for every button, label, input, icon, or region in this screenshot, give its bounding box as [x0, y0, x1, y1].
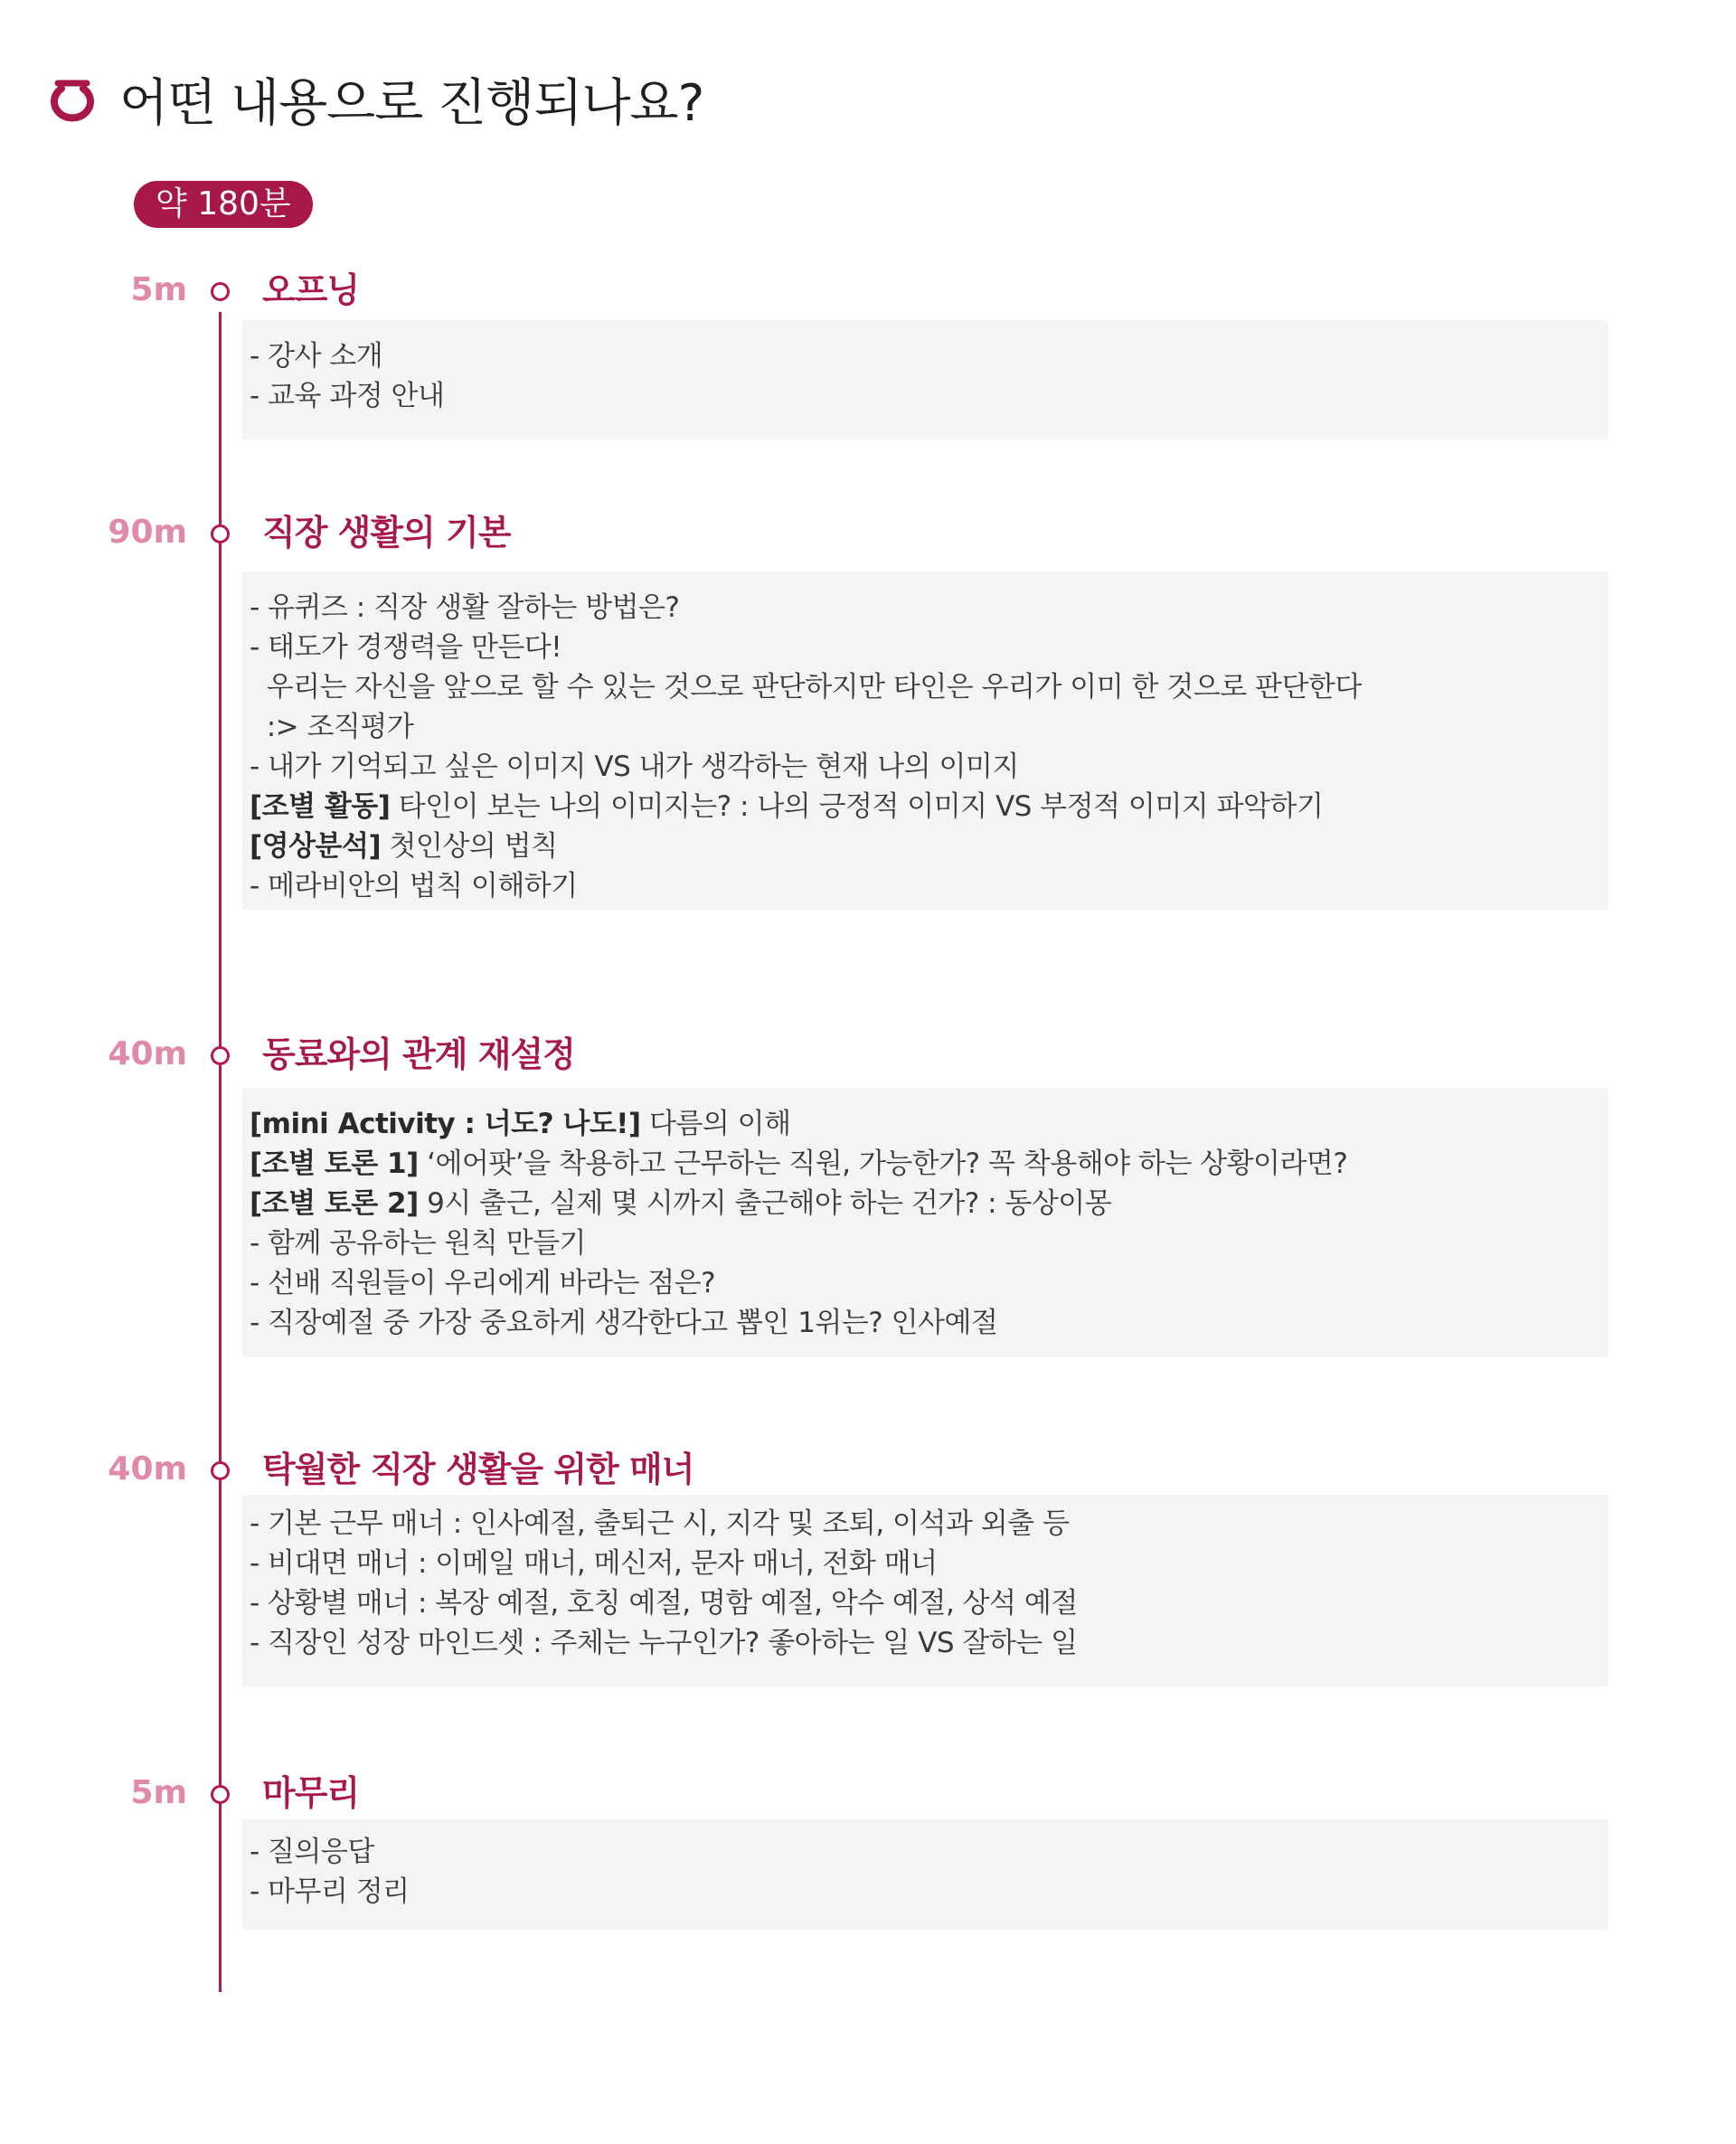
section-content-box — [242, 1495, 1608, 1686]
content-line-text: - 상황별 매너 : 복장 예절, 호칭 예절, 명함 예절, 악수 예절, 상석 예절 — [250, 1587, 1078, 1620]
content-line — [250, 747, 1599, 787]
content-line — [250, 628, 1599, 667]
content-line-text: 9시 출근, 실제 몇 시까지 출근해야 하는 건가? : 동상이몽 — [418, 1187, 1112, 1220]
content-line — [250, 376, 1599, 416]
content-line-text: 우리는 자신을 앞으로 할 수 있는 것으로 판단하지만 타인은 우리가 이미 한 것으로 판단한다 — [250, 671, 1362, 704]
content-line-text: - 직장예절 중 가장 중요하게 생각한다고 뽑인 1위는? 인사예절 — [250, 1307, 998, 1339]
content-line-text: ‘에어팟’을 착용하고 근무하는 직원, 가능한가? 꼭 착용해야 하는 상황이라면? — [418, 1148, 1348, 1180]
section-content-box — [242, 571, 1608, 910]
section-duration: 40m — [108, 1035, 187, 1072]
content-line-label: [mini Activity : 너도? 나도!] — [250, 1108, 641, 1140]
content-line-text: - 함께 공유하는 원칙 만들기 — [250, 1227, 587, 1260]
content-line-text: :> 조직평가 — [250, 711, 414, 743]
content-line-text: - 기본 근무 매너 : 인사예절, 출퇴근 시, 지각 및 조퇴, 이석과 외출 등 — [250, 1507, 1070, 1540]
content-line-label: [조별 토론 2] — [250, 1187, 419, 1220]
content-line — [250, 1623, 1599, 1663]
content-line-text: - 메라비안의 법칙 이해하기 — [250, 870, 578, 902]
content-line-text: - 선배 직원들이 우리에게 바라는 점은? — [250, 1267, 716, 1299]
section-content-box — [242, 320, 1608, 439]
section-duration: 5m — [130, 271, 187, 308]
content-line — [250, 1504, 1599, 1544]
content-line-text: 첫인상의 법칙 — [381, 830, 558, 863]
content-line-text: 다름의 이해 — [640, 1108, 791, 1140]
content-line — [250, 1303, 1599, 1343]
content-line-text: - 질의응답 — [250, 1836, 374, 1868]
content-line — [250, 866, 1599, 906]
timeline-dot — [211, 1785, 230, 1804]
content-line — [250, 336, 1599, 376]
section-duration: 40m — [108, 1450, 187, 1488]
content-line-text: - 태도가 경쟁력을 만든다! — [250, 631, 562, 664]
content-line — [250, 1104, 1599, 1144]
content-line — [250, 588, 1599, 628]
content-line — [250, 707, 1599, 747]
content-line — [250, 1263, 1599, 1303]
content-line — [250, 1544, 1599, 1583]
page-header — [47, 63, 703, 136]
content-line — [250, 1872, 1599, 1912]
content-line-text: - 마무리 정리 — [250, 1875, 410, 1908]
timeline-dot — [211, 282, 230, 301]
section-duration: 5m — [130, 1774, 187, 1811]
content-line-label: [조별 토론 1] — [250, 1148, 419, 1180]
content-line-text: - 비대면 매너 : 이메일 매너, 메신저, 문자 매너, 전화 매너 — [250, 1547, 938, 1580]
section-content-box — [242, 1088, 1608, 1357]
content-line — [250, 1583, 1599, 1623]
section-duration: 90m — [108, 514, 187, 551]
content-line — [250, 1223, 1599, 1263]
content-line — [250, 787, 1599, 826]
content-line-text: - 직장인 성장 마인드셋 : 주체는 누구인가? 좋아하는 일 VS 잘하는 일 — [250, 1627, 1078, 1659]
total-duration-badge: 약 180분 — [134, 181, 313, 228]
section-content-box — [242, 1819, 1608, 1930]
timeline-dot — [211, 1046, 230, 1065]
section-title: 마무리 — [262, 1773, 360, 1813]
section-title: 오프닝 — [262, 270, 360, 310]
content-line — [250, 1832, 1599, 1872]
content-line-label: [영상분석] — [250, 830, 382, 863]
section-title: 직장 생활의 기본 — [262, 513, 511, 553]
content-line — [250, 1144, 1599, 1184]
section-title: 탁월한 직장 생활을 위한 매너 — [262, 1450, 694, 1489]
content-line — [250, 826, 1599, 866]
timeline-dot — [211, 524, 230, 543]
section-title: 동료와의 관계 재설정 — [262, 1034, 575, 1074]
content-line — [250, 1184, 1599, 1223]
content-line-text: - 강사 소개 — [250, 340, 383, 373]
content-line-text: - 내가 기억되고 싶은 이미지 VS 내가 생각하는 현재 나의 이미지 — [250, 751, 1019, 783]
content-line-label: [조별 활동] — [250, 790, 391, 823]
content-line — [250, 667, 1599, 707]
content-line-text: 타인이 보는 나의 이미지는? : 나의 긍정적 이미지 VS 부정적 이미지 파악하기 — [390, 790, 1324, 823]
timeline-line — [219, 312, 222, 1992]
page-title: 어떤 내용으로 진행되나요? — [119, 74, 704, 133]
brand-logo-icon — [47, 74, 98, 125]
timeline-dot — [211, 1461, 230, 1480]
content-line-text: - 유퀴즈 : 직장 생활 잘하는 방법은? — [250, 591, 680, 624]
content-line-text: - 교육 과정 안내 — [250, 380, 445, 412]
